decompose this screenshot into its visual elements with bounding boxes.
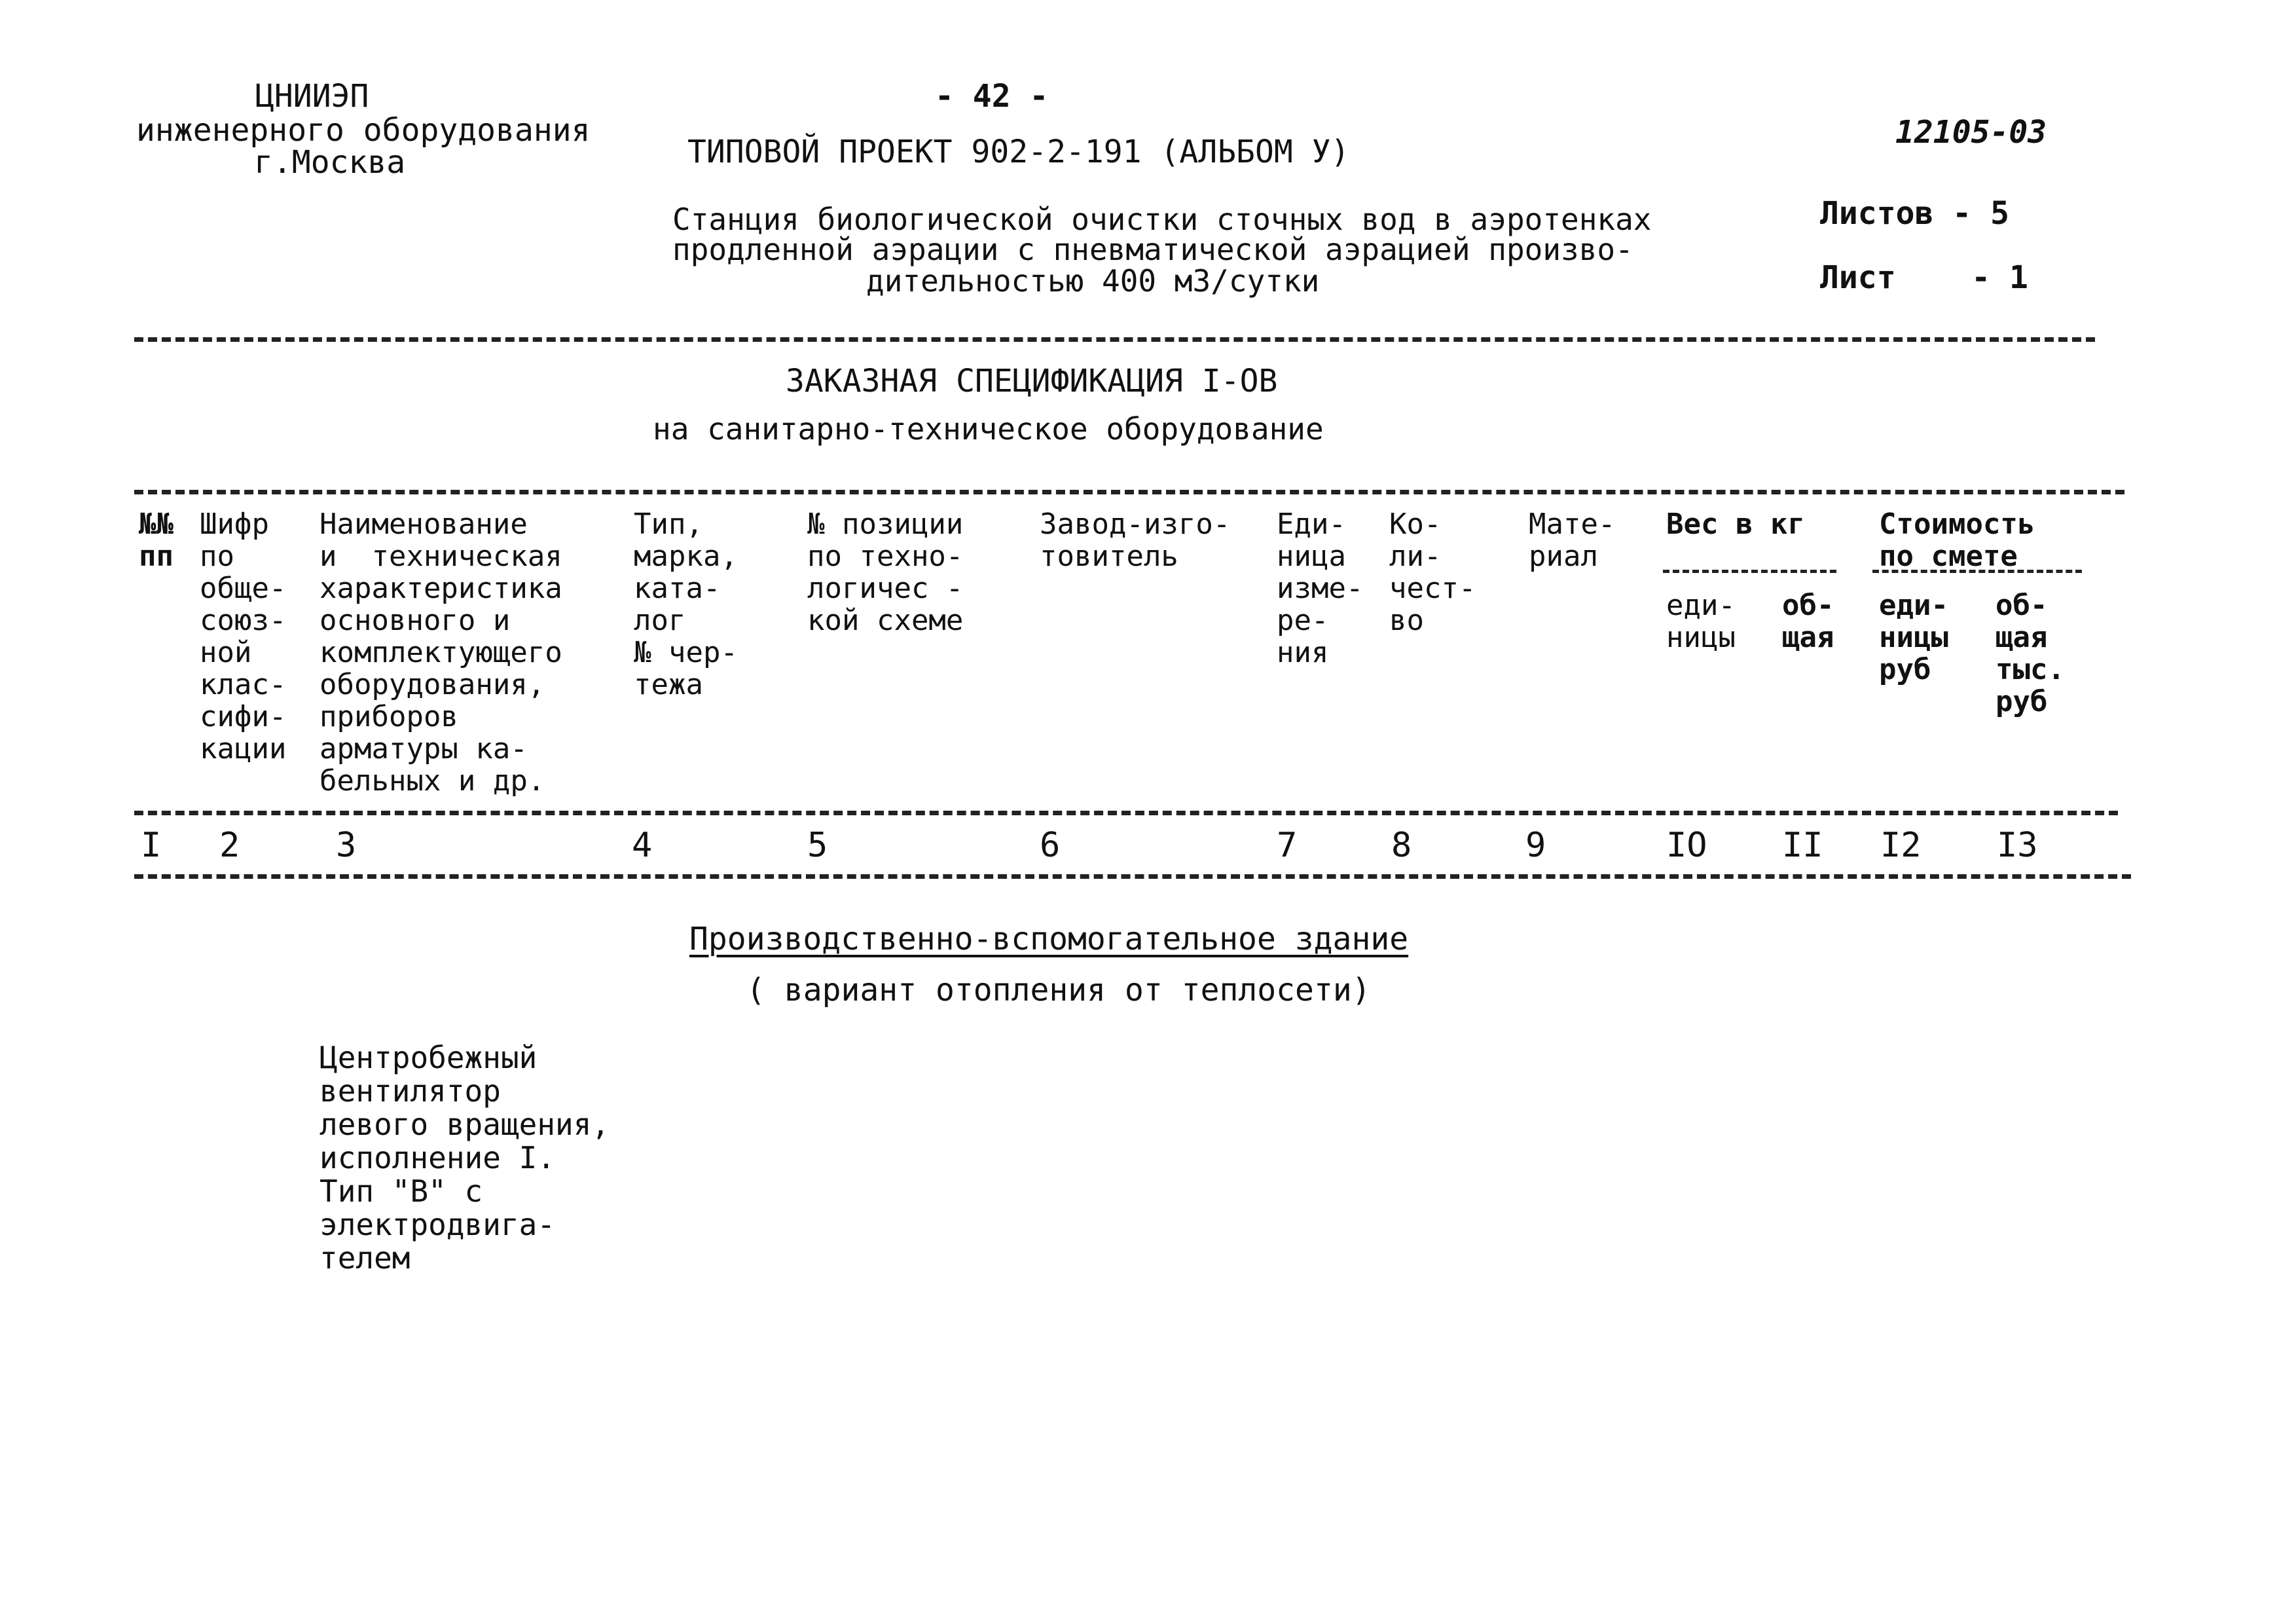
col-number-12: I2	[1880, 826, 1922, 865]
col-number-9: 9	[1525, 826, 1546, 865]
col-number-11: II	[1782, 826, 1823, 865]
table-numbers-rule	[134, 874, 2131, 879]
table-top-rule	[134, 490, 2124, 494]
col-header-name: Наименование и техническая характеристика основного и комплектующего оборудования, приборов арматуры ка- бельных и др.	[319, 507, 562, 798]
weight-group-rule	[1663, 570, 1836, 573]
col-number-2: 2	[219, 826, 240, 865]
spec-subtitle: на санитарно-техническое оборудование	[653, 411, 1324, 447]
col-number-3: 3	[336, 826, 357, 865]
col-header-material: Мате- риал	[1529, 507, 1616, 573]
description-line-1: Станция биологической очистки сточных вод в аэротенках	[672, 202, 1652, 237]
col-header-type: Тип, марка, ката- лог № чер- тежа	[634, 507, 738, 701]
col-header-classifier-code: Шифр по обще- союз- ной клас- сифи- кации	[200, 507, 287, 766]
sheet-current: Лист - 1	[1820, 259, 2028, 296]
col-number-7: 7	[1277, 826, 1298, 865]
project-title: ТИПОВОЙ ПРОЕКТ 902-2-191 (АЛЬБОМ У)	[687, 134, 1350, 170]
col-header-position: № позиции по техно- логичес - кой схеме	[807, 507, 964, 637]
sheets-total: Листов - 5	[1820, 195, 2009, 232]
header-divider	[134, 337, 2095, 342]
col-header-cost-unit: еди- ницы руб	[1879, 589, 1948, 686]
col-header-unit: Еди- ница изме- ре- ния	[1277, 507, 1364, 669]
col-number-6: 6	[1040, 826, 1061, 865]
doc-code: 12105-03	[1895, 114, 2047, 151]
col-number-4: 4	[632, 826, 653, 865]
page-number: - 42 -	[935, 78, 1049, 115]
description-line-2: продленной аэрации с пневматической аэрацией произво-	[672, 232, 1633, 267]
col-header-manufacturer: Завод-изго- товитель	[1040, 507, 1231, 573]
col-header-cost-group: Стоимость по смете	[1879, 507, 2035, 573]
col-number-10: IO	[1666, 826, 1707, 865]
item-name: Центробежный вентилятор левого вращения, исполнение I. Тип "В" с электродвига- телем	[319, 1040, 610, 1276]
description-line-3: дительностью 400 м3/сутки	[866, 263, 1320, 299]
col-number-8: 8	[1391, 826, 1412, 865]
col-header-quantity: Ко- ли- чест- во	[1389, 507, 1476, 637]
org-city: г.Москва	[254, 144, 406, 181]
table-header-rule	[134, 811, 2118, 815]
org-name-line2: инженерного оборудования	[136, 112, 591, 149]
col-header-weight-group: Вес в кг	[1666, 507, 1805, 541]
col-number-5: 5	[807, 826, 828, 865]
col-header-weight-total: об- щая	[1782, 589, 1834, 654]
col-header-cost-total: об- щая тыс. руб	[1995, 589, 2065, 718]
cost-group-rule	[1872, 570, 2082, 573]
spec-title: ЗАКАЗНАЯ СПЕЦИФИКАЦИЯ I-ОВ	[786, 363, 1278, 399]
col-header-number: №№ пп	[139, 507, 173, 573]
col-number-13: I3	[1997, 826, 2038, 865]
section-title: Производственно-вспомогательное здание	[689, 921, 1409, 957]
section-subtitle: ( вариант отопления от теплосети)	[746, 972, 1371, 1008]
col-header-weight-unit: еди- ницы	[1666, 589, 1736, 654]
col-number-1: I	[141, 826, 162, 865]
org-name-line1: ЦНИИЭП	[255, 78, 369, 115]
